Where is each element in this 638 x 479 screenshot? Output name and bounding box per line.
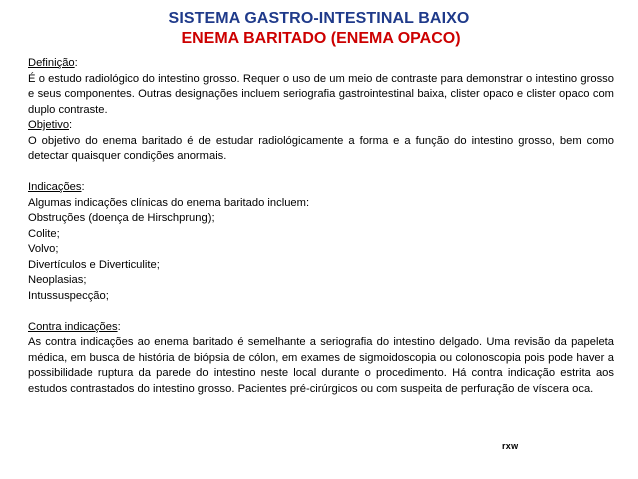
objetivo-heading-label: Objetivo xyxy=(28,119,70,131)
list-item: Neoplasias; xyxy=(28,274,87,286)
signature: rxw xyxy=(502,441,519,451)
document-subtitle: ENEMA BARITADO (ENEMA OPACO) xyxy=(181,30,461,47)
contra-heading-label: Contra indicações xyxy=(28,320,118,333)
list-item: Obstruções (doença de Hirschprung); xyxy=(28,212,215,224)
objetivo-heading: Objetivo: xyxy=(28,119,73,131)
list-item: Intussuspecção; xyxy=(28,289,109,302)
indicacoes-heading-label: Indicações xyxy=(28,181,82,193)
contra-text: As contra indicações ao enema baritado é semelhante a seriografia do intestino delgado. Uma revisão da papeleta médica, em busca de história de biópsia de cólon, em exames de sigmoidoscopia ou colonoscopia pois pode haver a possibilidade ruptura da parede do intestino neste local durante o procedimento. Há contra indicação estrita aos estudos contrastados do intestino grosso. Pacientes pré-cirúrgicos ou com suspeita de perfuração de víscera oca. xyxy=(28,336,614,395)
list-item: Divertículos e Diverticulite; xyxy=(28,258,160,271)
objetivo-text: O objetivo do enema baritado é de estudar radiológicamente a forma e a função do intestino grosso, bem como detectar quaisquer condições anormais. xyxy=(28,134,614,162)
indicacoes-intro: Algumas indicações clínicas do enema baritado incluem: xyxy=(28,196,310,209)
document-title: SISTEMA GASTRO-INTESTINAL BAIXO xyxy=(168,10,470,27)
indicacoes-heading: Indicações: xyxy=(28,181,85,193)
list-item: Volvo; xyxy=(28,243,59,255)
document-body xyxy=(28,56,614,397)
spacer xyxy=(28,165,614,181)
list-item: Colite; xyxy=(28,227,60,240)
definicao-heading-label: Definição xyxy=(28,57,75,69)
contra-heading: Contra indicações: xyxy=(28,320,121,333)
definicao-heading: Definição: xyxy=(28,57,78,69)
definicao-text: É o estudo radiológico do intestino grosso. Requer o uso de um meio de contraste para demonstrar o intestino grosso e seus componentes. Outras designações incluem seriografia gastrointestinal baixa, clister opaco e clister opaco com duplo contraste. xyxy=(28,72,614,116)
spacer xyxy=(28,304,614,320)
